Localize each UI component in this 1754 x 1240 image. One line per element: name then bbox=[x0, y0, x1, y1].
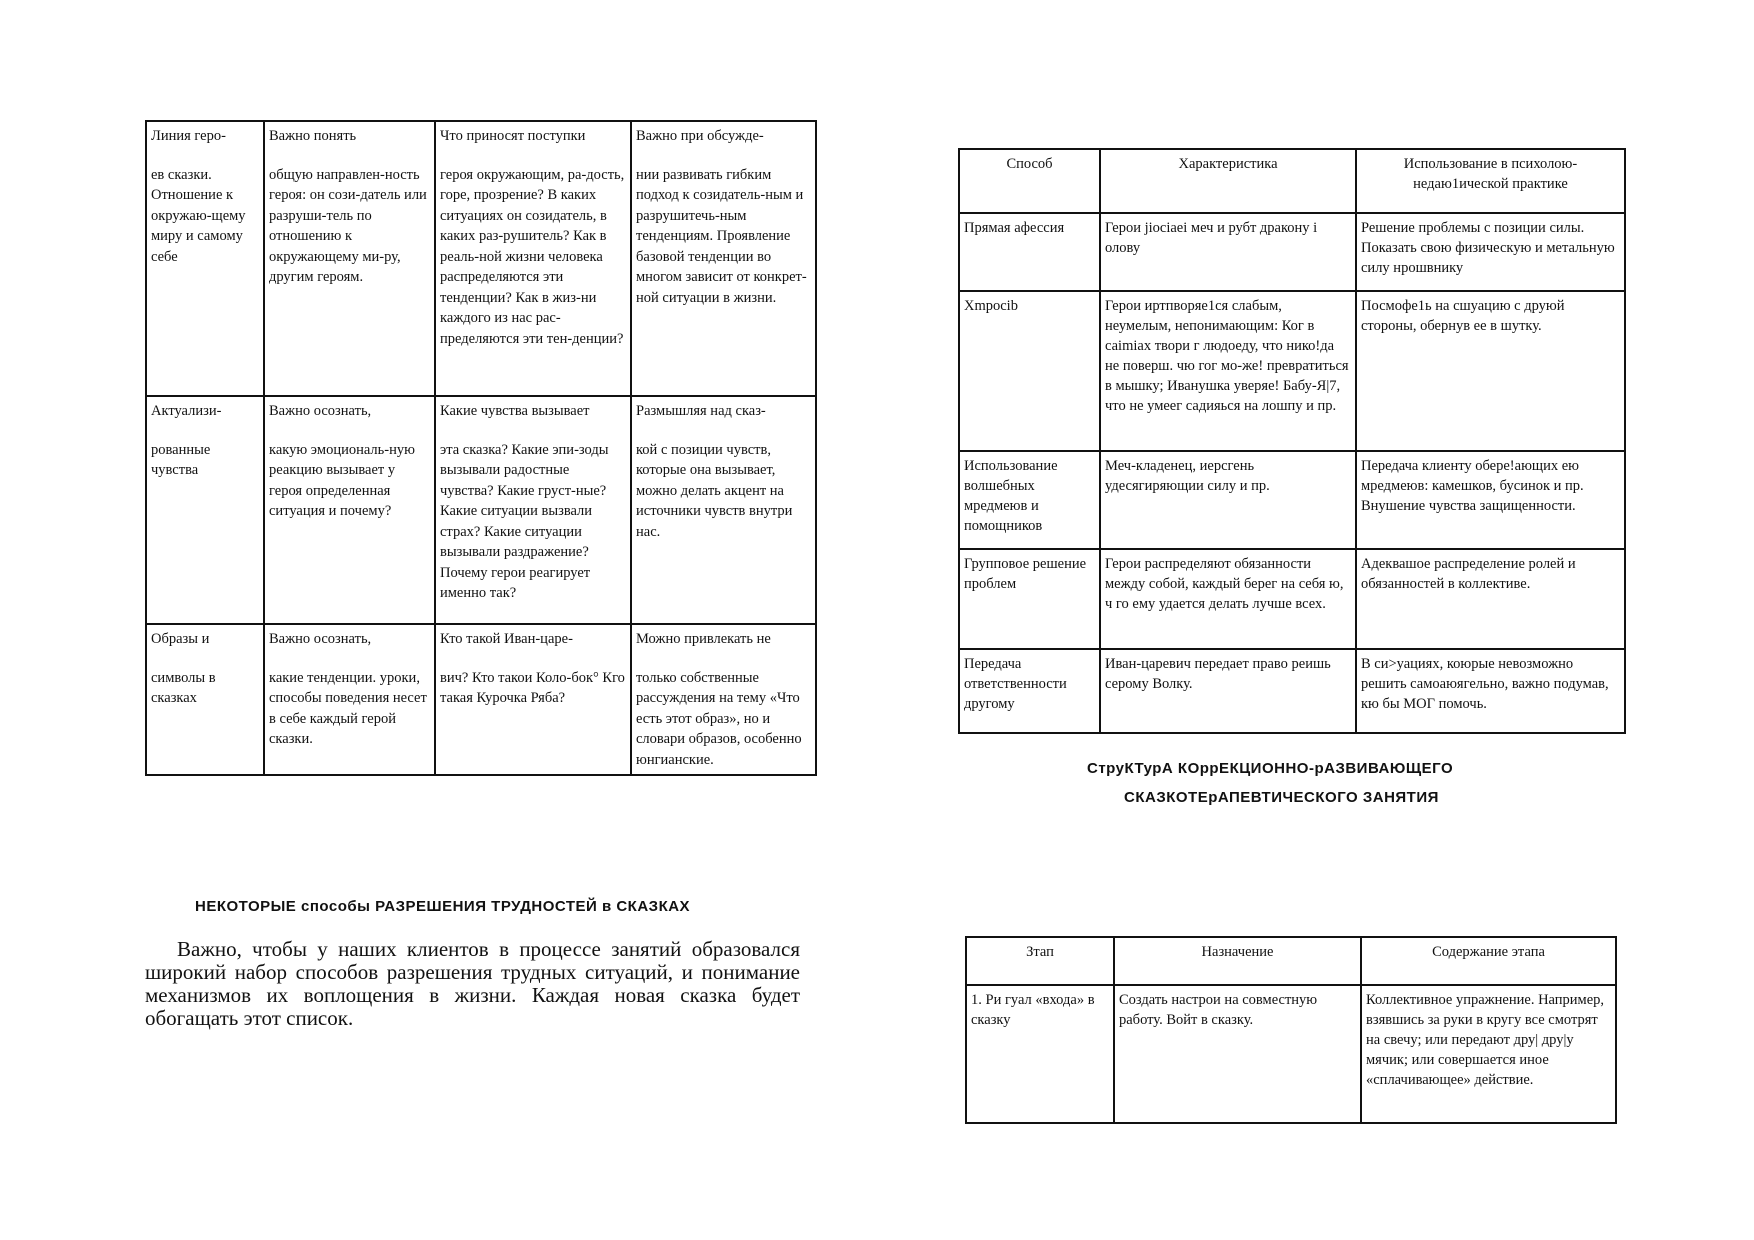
cell-head: Что приносят поступки bbox=[440, 128, 586, 144]
column-header: Зтап bbox=[966, 937, 1114, 985]
cell-body: общую направлен-ность героя: он сози-датель или разруши-тель по отношению к окружающему ми-ру, другим героям. bbox=[269, 166, 427, 285]
table-header-row bbox=[966, 937, 1616, 985]
cell-head: Размышляя над сказ- bbox=[636, 403, 766, 419]
table-cell: Решение проблемы с позиции силы. Показать свою физическую и метальную силу нрошвнику bbox=[1356, 213, 1625, 291]
table-cell bbox=[631, 121, 816, 396]
table-cell: Герои jioсiаеi меч и рубт дракону i олову bbox=[1100, 213, 1356, 291]
coping-methods-table bbox=[958, 148, 1626, 734]
table-cell bbox=[631, 396, 816, 624]
table-cell bbox=[146, 624, 264, 775]
cell-body: какие тенденции. уроки, способы поведения несет в себе каждый герой сказки. bbox=[269, 669, 427, 747]
section-heading-coping-methods: НЕКОТОРЫЕ способы РАЗРЕШЕНИЯ ТРУДНОСТЕЙ в СКАЗКАХ bbox=[195, 898, 691, 915]
column-header: Способ bbox=[959, 149, 1100, 213]
table-row bbox=[959, 451, 1625, 549]
cell-body: нии развивать гибким подход к созидатель-ным и разрушитечь-ным тенденциям. Проявление базовой тенденции во многом зависит от конкрет-ной ситуации в жизни. bbox=[636, 166, 807, 306]
cell-body: ев сказки. Отношение к окружаю-щему миру и самому себе bbox=[151, 166, 246, 265]
table-row bbox=[959, 291, 1625, 451]
cell-body: только собственные рассуждения на тему «Что есть этот образ», но и словари образов, особенно юнгианские. bbox=[636, 669, 802, 768]
cell-head: Важно осознать, bbox=[269, 403, 372, 419]
table-cell bbox=[435, 121, 631, 396]
table-cell: Иван-царевич передает право реишь серому Волку. bbox=[1100, 649, 1356, 733]
cell-head: Актуализи- bbox=[151, 403, 222, 419]
cell-head: Важно при обсужде- bbox=[636, 128, 764, 144]
table-cell bbox=[264, 121, 435, 396]
table-cell: Адеквашое распределение ролей и обязанностей в коллективе. bbox=[1356, 549, 1625, 649]
cell-head: Какие чувства вызывает bbox=[440, 403, 590, 419]
table-cell: Коллективное упражнение. Например, взявшись за руки в кругу все смотрят на свечу; или передают дру| дру|у мячик; или совершается иное «сплачивающее» действие. bbox=[1361, 985, 1616, 1123]
table-cell: Использование волшебных мредмеюв и помощников bbox=[959, 451, 1100, 549]
table-row bbox=[146, 624, 816, 775]
cell-body: эта сказка? Какие эпи-зоды вызывали радостные чувства? Какие груст-ные? Какие ситуации вызвали страх? Какие ситуации вызывали раздражение? Почему герои реагирует именно так? bbox=[440, 441, 609, 601]
table-cell: Xmpocib bbox=[959, 291, 1100, 451]
table-row bbox=[966, 985, 1616, 1123]
cell-head: Образы и bbox=[151, 631, 210, 647]
fairy-tale-analysis-table bbox=[145, 120, 817, 776]
table-cell bbox=[435, 624, 631, 775]
cell-body: кой с позиции чувств, которые она вызывает, можно делать акцент на источники чувств внутри нас. bbox=[636, 441, 793, 540]
table-cell: Создать настрои на совместную работу. Войт в сказку. bbox=[1114, 985, 1361, 1123]
table-cell: Герои распределяют обязанности между собой, каждый берег на себя ю, ч го ему удается делать лучше всех. bbox=[1100, 549, 1356, 649]
cell-head: Линия геро- bbox=[151, 128, 226, 144]
table-row bbox=[146, 121, 816, 396]
cell-head: Кто такой Иван-царе- bbox=[440, 631, 573, 647]
cell-body: какую эмоциональ-ную реакцию вызывает у героя определенная ситуация и почему? bbox=[269, 441, 415, 519]
column-header: Назначение bbox=[1114, 937, 1361, 985]
table-cell bbox=[146, 121, 264, 396]
table-row bbox=[146, 396, 816, 624]
table-cell: Передача клиенту обере!ающих ею мредмеюв: камешков, бусинок и пр. Внушение чувства защищенности. bbox=[1356, 451, 1625, 549]
table-cell: Групповое решение проблем bbox=[959, 549, 1100, 649]
table-cell: Прямая афессия bbox=[959, 213, 1100, 291]
session-structure-table bbox=[965, 936, 1617, 1124]
cell-head: Можно привлекать не bbox=[636, 631, 771, 647]
table-cell: Меч-кладенец, иерсгень удесягиряющии силу и пр. bbox=[1100, 451, 1356, 549]
table-cell: 1. Ри гуал «входа» в сказку bbox=[966, 985, 1114, 1123]
table-cell bbox=[264, 624, 435, 775]
table-header-row bbox=[959, 149, 1625, 213]
table-cell: В си>уациях, коюрые невозможно решить самоаюягельно, важно подумав, кю бы МОГ помочь. bbox=[1356, 649, 1625, 733]
cell-body: вич? Кто такои Коло-бок° Кго такая Курочка Ряба? bbox=[440, 669, 625, 706]
table-cell bbox=[264, 396, 435, 624]
table-cell: Посмофе1ь на сшуацию с друюй стороны, обернув ее в шутку. bbox=[1356, 291, 1625, 451]
section-heading-session-structure-line2: СКАЗКОТЕрАПЕВТИЧЕСКОГО ЗАНЯТИЯ bbox=[1124, 789, 1439, 806]
column-header: Использование в психолою-недаю1ической практике bbox=[1356, 149, 1625, 213]
cell-head: Важно понять bbox=[269, 128, 357, 144]
table-cell bbox=[146, 396, 264, 624]
table-row bbox=[959, 549, 1625, 649]
intro-paragraph: Важно, чтобы у наших клиентов в процессе занятий образовался широкий набор способов разрешения трудных ситуаций, и понимание механизмов их воплощения в жизни. Каждая новая сказка будет обогащать этот список. bbox=[145, 937, 800, 1030]
section-heading-session-structure: СтруКТурА КОррЕКЦИОННО-рАЗВИВАЮЩЕГО bbox=[1087, 760, 1454, 777]
table-cell: Герои иртпворяе1ся слабым, неумелым, непонимающим: Ког в саimiах твори г людоеду, что нико!да не поверш. чю гог мо-же! превратиться в мышку; Иванушка уверяе! Бабу-Я|7, что не умеег садияься на лошпу и пр. bbox=[1100, 291, 1356, 451]
table-row bbox=[959, 649, 1625, 733]
table-cell bbox=[631, 624, 816, 775]
cell-body: символы в сказках bbox=[151, 669, 216, 706]
cell-head: Важно осознать, bbox=[269, 631, 372, 647]
table-cell: Передача ответственности другому bbox=[959, 649, 1100, 733]
table-cell bbox=[435, 396, 631, 624]
cell-body: рованные чувства bbox=[151, 441, 211, 478]
column-header: Содержание этапа bbox=[1361, 937, 1616, 985]
column-header: Характеристика bbox=[1100, 149, 1356, 213]
table-row bbox=[959, 213, 1625, 291]
cell-body: героя окружающим, ра-дость, горе, прозрение? В каких ситуациях он созидатель, в каких раз-рушитель? Как в реаль-ной жизни человека распределяются эти тенденции? Как в жиз-ни каждого из нас рас-пределяются эти тен-денции? bbox=[440, 166, 625, 347]
